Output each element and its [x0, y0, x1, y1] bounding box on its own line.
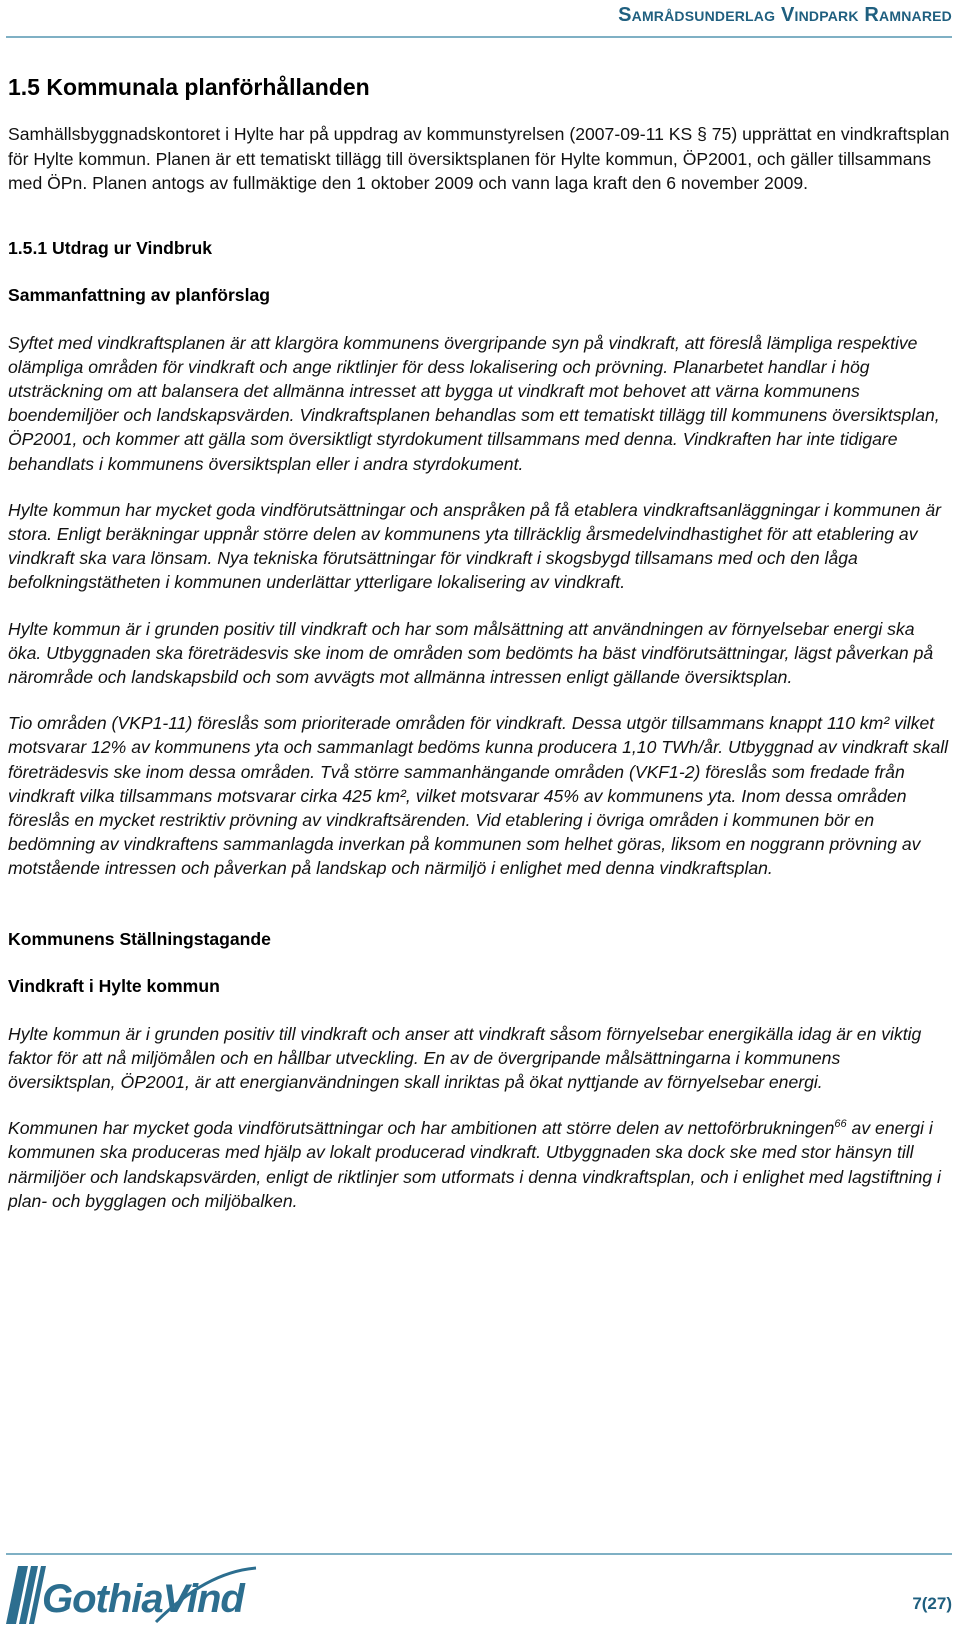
logo-wordmark: GothiaVind — [42, 1577, 244, 1621]
gothiavind-logo — [6, 1562, 261, 1628]
document-body — [8, 72, 952, 1235]
summary-heading: Sammanfattning av planförslag — [8, 284, 270, 305]
header-divider — [6, 36, 952, 38]
footnote-reference[interactable]: 66 — [834, 1118, 847, 1131]
page-header-title: Samrådsunderlag Vindpark Ramnared — [618, 4, 952, 26]
page-number: 7(27) — [912, 1594, 952, 1613]
subsection-heading: 1.5.1 Utdrag ur Vindbruk — [8, 237, 213, 258]
footer-divider — [6, 1553, 952, 1555]
section-heading: 1.5 Kommunala planförhållanden — [8, 74, 370, 100]
wind-paragraph-part: av energi i kommunen ska produceras med hjälp av lokalt producerad vindkraft. Utbyggnaden ska dock ske med stor hänsyn till närmiljöer och landskapsvärden, enligt de riktlinjer som utformats i denna vindkraftsplan, och i enlighet med lagstiftning i plan- och bygglagen och miljöbalken. — [8, 1118, 941, 1211]
logo-stripes — [6, 1566, 46, 1624]
section-intro-paragraph: Samhällsbyggnadskontoret i Hylte har på uppdrag av kommunstyrelsen (2007-09-11 KS § 75) upprättat en vindkraftsplan för Hylte kommun. Planen är ett tematiskt tillägg till översiktsplanen för Hylte kommun, ÖP2001, och gäller tillsammans med ÖPn. Planen antogs av fullmäktige den 1 oktober 2009 och vann laga kraft den 6 november 2009. — [8, 124, 950, 193]
wind-paragraph-part: Kommunen har mycket goda vindförutsättningar och har ambitionen att större delen av nettoförbrukningen — [8, 1118, 835, 1139]
wind-paragraph: Hylte kommun är i grunden positiv till vindkraft och anser att vindkraft såsom förnyelsebar energikälla idag är en viktig faktor för att nå miljömålen och en hållbar utveckling. En av de övergripande målsättningarna i kommunens översiktsplan, ÖP2001, är att energianvändningen skall inriktas på ökat nyttjande av förnyelsebar energi. — [8, 1023, 922, 1092]
wind-heading: Vindkraft i Hylte kommun — [8, 975, 220, 996]
summary-paragraph: Syftet med vindkraftsplanen är att klargöra kommunens övergripande syn på vindkraft, att föreslå lämpliga respektive olämpliga områden för vindkraft och ange riktlinjer för dess lokalisering och prövning. Planarbetet handlar i hög utsträckning om att balansera det allmänna intresset att bygga ut vindkraft mot behovet att värna kommunens boendemiljöer och landskapsvärden. Vindkraftsplanen behandlas som ett tematiskt tillägg till kommunens översiktsplan, ÖP2001, och kommer att gälla som översiktligt styrdokument tillsammans med denna. Vindkraften har inte tidigare behandlats i kommunens översiktsplan eller i andra styrdokument. — [8, 332, 940, 474]
summary-paragraph: Tio områden (VKP1-11) föreslås som prioriterade områden för vindkraft. Dessa utgör tillsammans knappt 110 km² vilket motsvarar 12% av kommunens yta och sammanlagt bedöms kunna producera 1,10 TWh/år. Utbyggnad av vindkraft skall företrädesvis ske inom dessa områden. Två större sammanhängande områden (VKF1-2) föreslås som fredade från vindkraft vilka tillsammans motsvarar cirka 425 km², vilket motsvarar 45% av kommunens yta. Inom dessa områden föreslås en mycket restriktiv prövning av vindkraftsärenden. Vid etablering i övriga områden i kommunen bör en bedömning av vindkraftens sammanlagda inverkan på kommunen som helhet göras, liksom en noggrann prövning av motstående intressen och påverkan på landskap och närmiljö i enlighet med denna vindkraftsplan. — [8, 713, 949, 879]
summary-paragraph: Hylte kommun har mycket goda vindförutsättningar och anspråken på få etablera vindkraftsanläggningar i kommunen är stora. Enligt beräkningar uppnår större delen av kommunens yta tillräcklig årsmedelvindhastighet för att etablering av vindkraft ska vara lönsam. Nya tekniska förutsättningar för vindkraft i skogsbygd tillsamans med och den låga befolkningstätheten i kommunen underlättar ytterligare lokalisering av vindkraft. — [8, 499, 941, 593]
section-spacer — [8, 903, 952, 927]
summary-paragraph: Hylte kommun är i grunden positiv till vindkraft och har som målsättning att användningen av förnyelsebar energi ska öka. Utbyggnaden ska företrädesvis ske inom de områden som bedömts ha bäst vindförutsättningar, lägst påverkan på närområde och landskapsbild och som avvägts mot allmänna intressen enligt gällande översiktsplan. — [8, 618, 934, 687]
wind-paragraph-with-footnote — [8, 1116, 952, 1213]
position-heading: Kommunens Ställningstagande — [8, 928, 271, 949]
